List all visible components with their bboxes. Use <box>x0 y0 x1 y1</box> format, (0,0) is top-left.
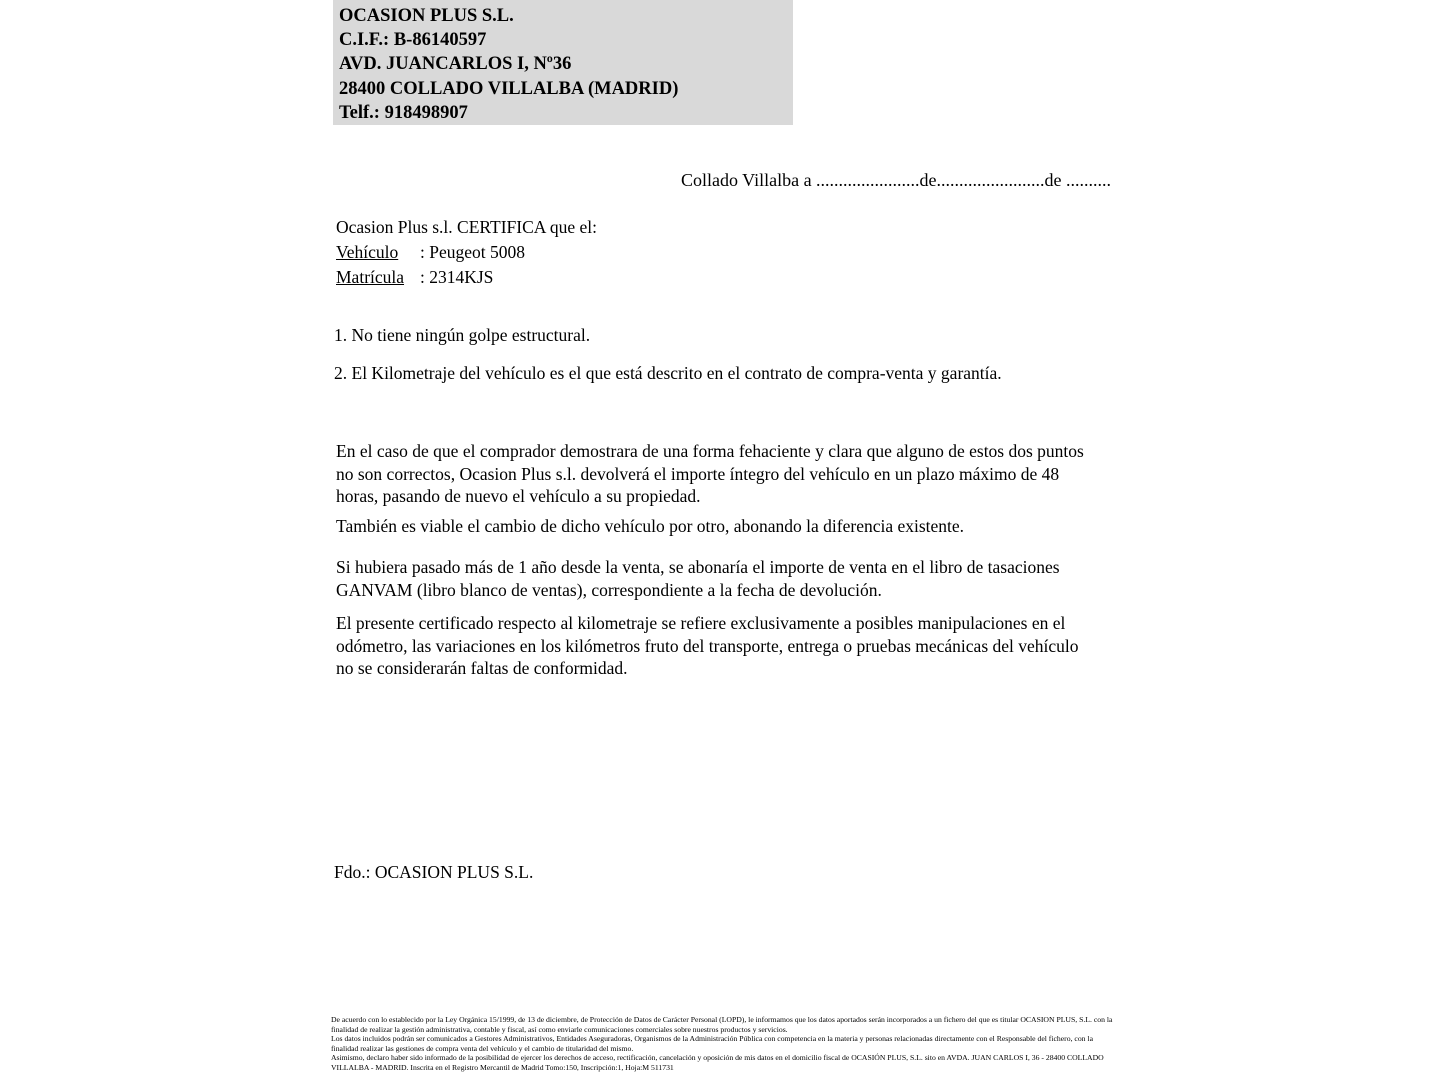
plate-row <box>336 265 597 290</box>
legal-block-1: De acuerdo con lo establecido por la Ley Orgánica 15/1999, de 13 de diciembre, de Protección de Datos de Carácter Personal (LOPD), le informamos que los datos aportados serán incorporados a un fichero del que es titular OCASION PLUS, S.L. con la finalidad de realizar la gestión administrativa, contable y fiscal, así como enviarle comunicaciones comerciales sobre nuestros productos y servicios. <box>331 1015 1113 1034</box>
company-city: 28400 COLLADO VILLALBA (MADRID) <box>339 78 679 99</box>
vehicle-row <box>336 240 597 265</box>
paragraph-odometer: El presente certificado respecto al kilometraje se refiere exclusivamente a posibles manipulaciones en el odómetro, las variaciones en los kilómetros fruto del transporte, entrega o pruebas mecánicas del vehículo no se considerarán faltas de conformidad. <box>336 613 1079 678</box>
vehicle-value: : Peugeot 5008 <box>420 242 525 262</box>
legal-notice <box>331 1015 1121 1073</box>
plate-label: Matrícula <box>336 267 405 287</box>
point-1: 1. No tiene ningún golpe estructural. <box>334 325 591 345</box>
company-address: AVD. JUANCARLOS I, Nº36 <box>339 54 572 75</box>
paragraph-ganvam: Si hubiera pasado más de 1 año desde la venta, se abonaría el importe de venta en el libro de tasaciones GANVAM (libro blanco de ventas), correspondiente a la fecha de devolución. <box>336 557 1060 600</box>
certificate-intro: Ocasion Plus s.l. CERTIFICA que el: <box>336 217 597 237</box>
paragraph-refund: En el caso de que el comprador demostrara de una forma fehaciente y clara que alguno de estos dos puntos no son correctos, Ocasion Plus s.l. devolverá el importe íntegro del vehículo en un plazo máximo de 48 horas, pasando de nuevo el vehículo a su propiedad. <box>336 441 1084 506</box>
place-and-date-line: Collado Villalba a .......................de........................de .......... <box>681 170 1112 190</box>
company-phone: Telf.: 918498907 <box>339 102 468 123</box>
company-cif: C.I.F.: B-86140597 <box>339 30 487 51</box>
vehicle-label: Vehículo <box>336 242 399 262</box>
company-name: OCASION PLUS S.L. <box>339 6 514 26</box>
legal-block-2: Los datos incluidos podrán ser comunicados a Gestores Administrativos, Entidades Aseguradoras, Organismos de la Administración Pública con competencia en la materia y personas relacionadas directamente con el Responsable del fichero, con la finalidad realizar las gestiones de compra venta del vehículo y el cambio de titularidad del mismo. <box>331 1034 1093 1053</box>
certificate-block <box>336 215 597 290</box>
company-header-box <box>333 0 793 125</box>
paragraph-exchange: También es viable el cambio de dicho vehículo por otro, abonando la diferencia existente. <box>336 516 965 536</box>
point-2: 2. El Kilometraje del vehículo es el que está descrito en el contrato de compra-venta y garantía. <box>334 363 1002 383</box>
signature-line: Fdo.: OCASION PLUS S.L. <box>334 862 534 882</box>
legal-block-3: Asimismo, declaro haber sido informado de la posibilidad de ejercer los derechos de acceso, rectificación, cancelación y oposición de mis datos en el domicilio fiscal de OCASIÓN PLUS, S.L. sito en AVDA. JUAN CARLOS I, 36 - 28400 COLLADO VILLALBA - MADRID. Inscrita en el Registro Mercantil de Madrid Tomo:150, Inscripción:1, Hoja:M 511731 <box>331 1053 1104 1072</box>
plate-value: : 2314KJS <box>420 267 494 287</box>
